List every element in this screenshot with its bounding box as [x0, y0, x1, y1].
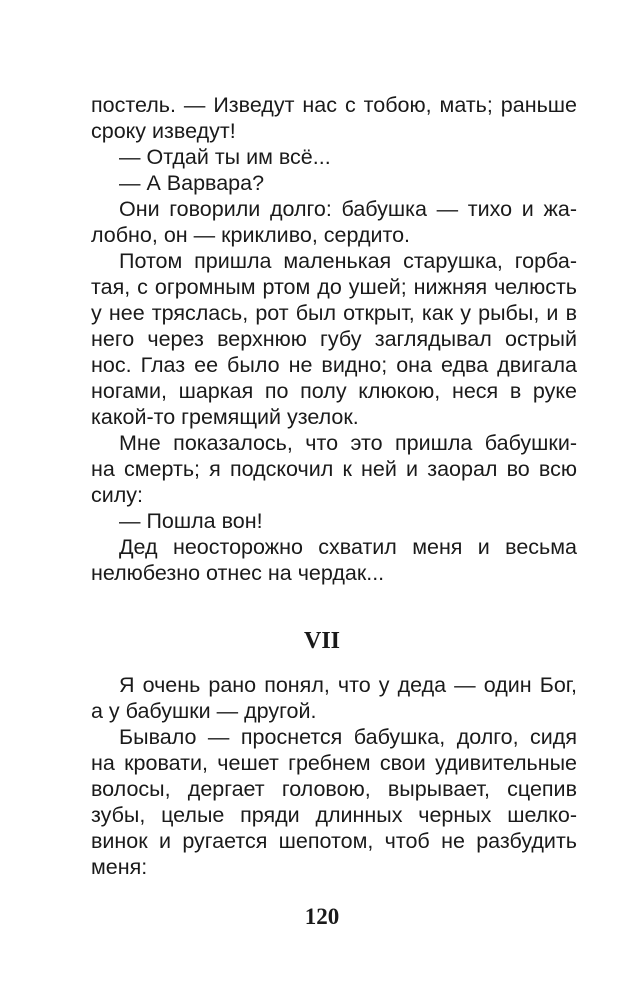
text-line: волосы, дергает головою, вырывает, сцепив [91, 777, 577, 801]
text-line: на кровати, чешет гребнем свои удивительные [91, 751, 577, 775]
text-line: ногами, шаркая по полу клюкою, неся в руке [91, 379, 577, 403]
page-number: 120 [304, 904, 340, 929]
text-block-top [91, 92, 577, 586]
text-line: — Пошла вон! [119, 509, 263, 533]
text-line: — А Варвара? [119, 171, 265, 195]
text-line: силу: [91, 483, 144, 507]
text-line: постель. — Изведут нас с тобою, мать; раньше [91, 93, 577, 117]
text-line: у нее тряслась, рот был открыт, как у рыбы, и в [91, 301, 577, 325]
text-line: нелюбезно отнес на чердак... [91, 561, 385, 585]
text-line: на смерть; я подскочил к ней и заорал во всю [91, 457, 577, 481]
chapter-heading: VII [303, 628, 340, 654]
text-line: Дед неосторожно схватил меня и весьма [119, 535, 577, 559]
text-line: нос. Глаз ее было не видно; она едва двигала [91, 353, 577, 377]
text-line: винок и ругается шепотом, чтоб не разбудить [91, 829, 577, 853]
text-line: Потом пришла маленькая старушка, горба- [119, 249, 577, 273]
text-line: сроку изведут! [91, 119, 236, 143]
text-line: Они говорили долго: бабушка — тихо и жа- [119, 197, 577, 221]
text-line: а у бабушки — другой. [91, 699, 317, 723]
text-line: меня: [91, 855, 148, 879]
text-line: Бывало — проснется бабушка, долго, сидя [119, 725, 577, 749]
text-line: него через верхнюю губу заглядывал острый [91, 327, 577, 351]
text-line: Я очень рано понял, что у деда — один Бог, [119, 673, 577, 697]
text-line: Мне показалось, что это пришла бабушки- [119, 431, 577, 455]
text-line: зубы, целые пряди длинных черных шелко- [91, 803, 577, 827]
text-line: тая, с огромным ртом до ушей; нижняя челюсть [91, 275, 577, 299]
text-line: какой-то гремящий узелок. [91, 405, 359, 429]
text-block-bottom [91, 672, 577, 880]
text-line: лобно, он — крикливо, сердито. [91, 223, 411, 247]
text-line: — Отдай ты им всё... [119, 145, 331, 169]
